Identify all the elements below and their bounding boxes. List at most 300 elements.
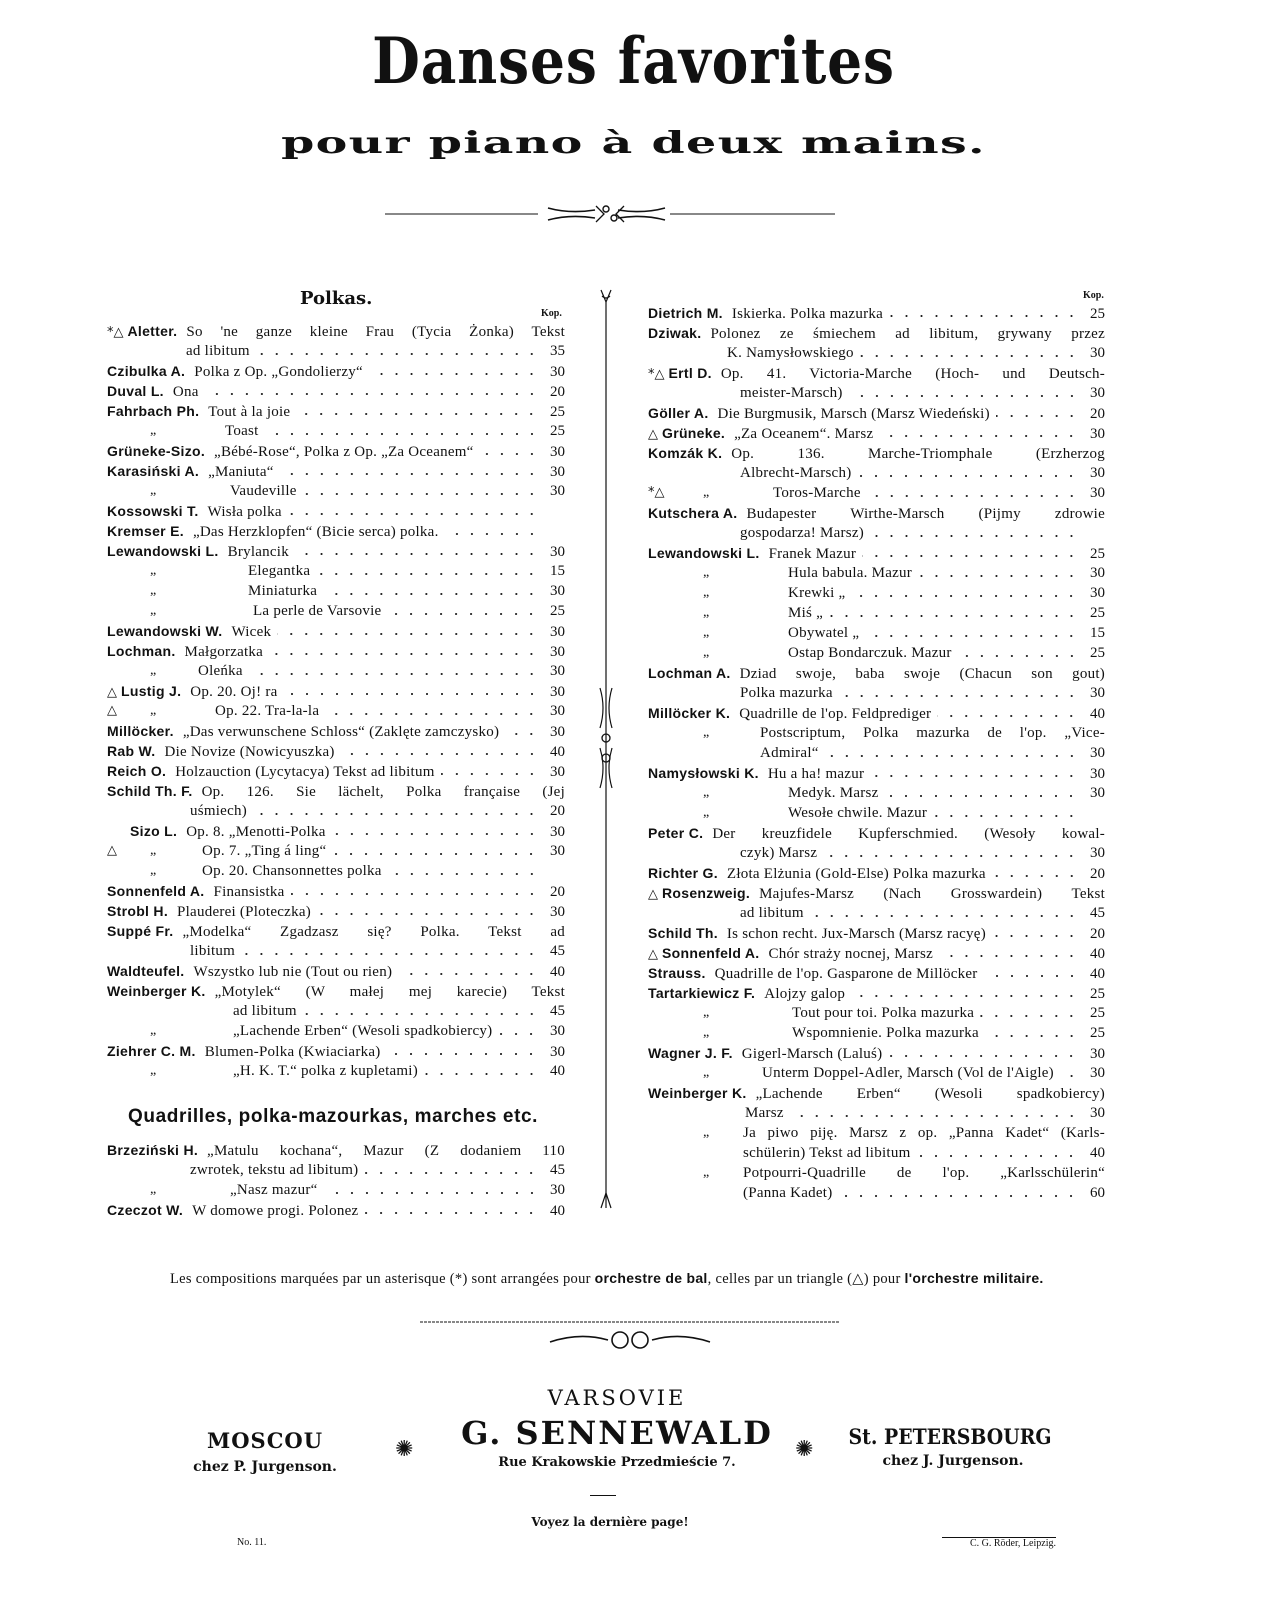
ditto-mark: „ xyxy=(150,583,157,598)
list-item xyxy=(648,963,1105,983)
dot-leader xyxy=(388,872,539,876)
piece-title: „Das verwunschene Schloss“ (Zaklęte zamczysko) xyxy=(182,724,500,740)
ditto-mark: „ xyxy=(150,1063,157,1078)
price: 30 xyxy=(550,843,565,859)
list-item xyxy=(648,883,1105,903)
price: 45 xyxy=(550,943,565,959)
dot-leader xyxy=(879,434,1079,438)
dot-leader xyxy=(825,754,1079,758)
piece-title: Unterm Doppel-Adler, Marsch (Vol de l'Aigle) xyxy=(762,1065,1054,1081)
list-item xyxy=(107,781,565,801)
list-item xyxy=(648,463,1105,483)
list-item xyxy=(107,921,565,941)
list-item xyxy=(648,823,1105,843)
dot-leader xyxy=(424,1072,539,1076)
composer-name: Lochman. xyxy=(107,643,176,659)
dot-leader xyxy=(291,892,539,896)
composer-name: Kremser E. xyxy=(107,523,184,539)
price: 30 xyxy=(1090,685,1105,701)
piece-title: Op. 7. „Ting á ling“ xyxy=(202,843,327,859)
dot-leader xyxy=(295,552,539,556)
list-item xyxy=(107,321,565,341)
dot-leader xyxy=(398,972,539,976)
list-item xyxy=(107,741,565,761)
list-item xyxy=(107,881,565,901)
price: 30 xyxy=(1090,845,1105,861)
ditto-mark: „ xyxy=(703,485,710,500)
price: 25 xyxy=(1090,605,1105,621)
composer-name: Millöcker. xyxy=(107,723,174,739)
piece-title: „Das Herzklopfen“ (Bicie serca) polka. xyxy=(192,524,439,540)
piece-title: „Bébé-Rose“, Polka z Op. „Za Oceanem“ xyxy=(214,444,474,460)
price: 30 xyxy=(1090,1065,1105,1081)
piece-title: Budapester Wirthe-Marsch (Pijmy zdrowie xyxy=(746,506,1105,522)
composer-name: Peter C. xyxy=(648,825,704,841)
dot-leader xyxy=(984,974,1079,978)
dot-leader xyxy=(918,574,1079,578)
composer-name: Dziwak. xyxy=(648,325,702,341)
piece-title: Tout pour toi. Polka mazurka xyxy=(792,1005,975,1021)
ditto-mark: „ xyxy=(150,703,157,718)
ditto-mark: „ xyxy=(703,585,710,600)
dot-leader xyxy=(851,594,1079,598)
dot-leader xyxy=(303,1012,539,1016)
composer-name: Sonnenfeld A. xyxy=(662,945,760,961)
dot-leader xyxy=(269,652,539,656)
list-item xyxy=(107,1160,565,1180)
price: 30 xyxy=(550,663,565,679)
price: 40 xyxy=(550,1063,565,1079)
list-item xyxy=(648,983,1105,1003)
price: 30 xyxy=(1090,565,1105,581)
piece-title: Der kreuzfidele Kupferschmied. (Wesoły kowal- xyxy=(712,826,1105,842)
price: 60 xyxy=(1090,1185,1105,1201)
list-item xyxy=(107,1001,565,1021)
price: 40 xyxy=(1090,966,1105,982)
dot-leader xyxy=(256,352,539,356)
price: 30 xyxy=(550,904,565,920)
orchestration-marker: *△ xyxy=(648,485,665,500)
dot-leader xyxy=(369,372,539,376)
price: 30 xyxy=(1090,785,1105,801)
dot-leader xyxy=(889,314,1079,318)
list-item xyxy=(648,923,1105,943)
orchestration-marker: △ xyxy=(107,685,117,700)
composer-name: Dietrich M. xyxy=(648,305,723,321)
composer-name: Weinberger K. xyxy=(107,983,206,999)
price: 30 xyxy=(550,644,565,660)
piece-title: „H. K. T.“ polka z kupletami) xyxy=(233,1063,418,1079)
ditto-mark: „ xyxy=(703,805,710,820)
piece-title: Potpourri-Quadrille de l'op. „Karlsschülerin“ xyxy=(743,1165,1105,1181)
list-item xyxy=(648,503,1105,523)
dot-leader xyxy=(341,752,539,756)
list-item xyxy=(648,1023,1105,1043)
composer-name: Suppé Fr. xyxy=(107,923,174,939)
dot-leader xyxy=(884,794,1079,798)
dot-leader xyxy=(364,1211,539,1215)
dot-leader xyxy=(480,452,539,456)
list-item xyxy=(107,461,565,481)
list-item xyxy=(648,443,1105,463)
dot-leader xyxy=(317,912,539,916)
column-divider-ornament xyxy=(596,288,616,1218)
dot-leader xyxy=(939,954,1079,958)
polkas-heading: Polkas. xyxy=(300,288,373,309)
list-item xyxy=(107,1021,565,1041)
list-item xyxy=(107,821,565,841)
piece-title: Majufes-Marsz (Nach Grosswardein) Tekst xyxy=(759,886,1105,902)
composer-name: Göller A. xyxy=(648,405,709,421)
composer-name: Sizo L. xyxy=(130,823,178,839)
price: 45 xyxy=(550,1003,565,1019)
list-item xyxy=(648,1123,1105,1143)
composer-name: Schild Th. F. xyxy=(107,783,193,799)
dot-leader xyxy=(332,832,539,836)
piece-title: ad libitum xyxy=(740,905,804,921)
petersburg-city: St. PETERSBOURG xyxy=(848,1424,1052,1449)
dot-leader xyxy=(865,634,1079,638)
dot-leader xyxy=(933,814,1079,818)
piece-title: Op. 20. Oj! ra xyxy=(190,684,278,700)
orchestration-marker: *△ xyxy=(107,325,124,340)
divider xyxy=(590,1495,616,1496)
dot-leader xyxy=(839,694,1079,698)
price: 30 xyxy=(550,544,565,560)
moscow-agent: chez P. Jurgenson. xyxy=(193,1459,337,1475)
list-item xyxy=(648,723,1105,743)
piece-title: Chór straży nocnej, Marsz xyxy=(768,946,934,962)
dot-leader xyxy=(870,534,1079,538)
dot-leader xyxy=(867,494,1079,498)
price: 20 xyxy=(1090,406,1105,422)
price: 30 xyxy=(1090,485,1105,501)
list-item xyxy=(648,423,1105,443)
list-item xyxy=(107,381,565,401)
list-item xyxy=(107,561,565,581)
composer-name: Fahrbach Ph. xyxy=(107,403,200,419)
list-item xyxy=(648,363,1105,383)
price: 30 xyxy=(550,764,565,780)
price: 30 xyxy=(550,1023,565,1039)
list-item xyxy=(648,663,1105,683)
piece-title: W domowe progi. Polonez xyxy=(192,1203,359,1219)
price: 40 xyxy=(550,744,565,760)
composer-name: Namysłowski K. xyxy=(648,765,759,781)
star-ornament-icon: ✺ xyxy=(795,1436,814,1461)
list-item xyxy=(648,1063,1105,1083)
list-item xyxy=(648,403,1105,423)
composer-name: Sonnenfeld A. xyxy=(107,883,205,899)
dot-leader xyxy=(790,1114,1079,1118)
piece-title: Tout à la joie xyxy=(208,404,291,420)
piece-title: libitum xyxy=(190,943,236,959)
ditto-mark: „ xyxy=(703,785,710,800)
ditto-mark: „ xyxy=(703,605,710,620)
dot-leader xyxy=(324,1191,539,1195)
dot-leader xyxy=(937,714,1079,718)
list-item xyxy=(107,441,565,461)
price: 15 xyxy=(550,563,565,579)
list-item xyxy=(107,1200,565,1220)
composer-name: Rab W. xyxy=(107,743,156,759)
dot-leader xyxy=(386,1052,539,1056)
price: 20 xyxy=(1090,926,1105,942)
ditto-mark: „ xyxy=(150,663,157,678)
orchestration-marker: *△ xyxy=(648,367,665,382)
footnote xyxy=(107,1265,1108,1292)
price: 30 xyxy=(1090,1105,1105,1121)
list-item xyxy=(648,643,1105,663)
composer-name: Lewandowski L. xyxy=(648,545,760,561)
piece-title: Blumen-Polka (Kwiaciarka) xyxy=(204,1044,381,1060)
ditto-mark: „ xyxy=(150,483,157,498)
price: 40 xyxy=(550,964,565,980)
piece-title: Hu a ha! mazur xyxy=(767,766,865,782)
piece-title: Elegantka xyxy=(248,563,311,579)
price: 40 xyxy=(1090,946,1105,962)
dot-leader xyxy=(505,732,539,736)
piece-title: Quadrille de l'op. Feldprediger xyxy=(739,706,932,722)
dot-leader xyxy=(284,692,540,696)
list-item xyxy=(648,683,1105,703)
dot-leader xyxy=(253,812,539,816)
piece-title: czyk) Marsz xyxy=(740,845,818,861)
piece-title: gospodarza! Marsz) xyxy=(740,525,865,541)
dot-leader xyxy=(316,572,539,576)
composer-name: Lustig J. xyxy=(121,683,182,699)
list-item xyxy=(107,501,565,521)
star-ornament-icon: ✺ xyxy=(395,1436,414,1461)
list-item xyxy=(648,763,1105,783)
footnote-text-2: , celles par un triangle (△) pour xyxy=(707,1271,905,1287)
piece-title: Medyk. Marsz xyxy=(788,785,879,801)
list-item xyxy=(648,843,1105,863)
dot-leader xyxy=(241,952,539,956)
list-item xyxy=(648,483,1105,503)
list-item xyxy=(648,603,1105,623)
price: 30 xyxy=(1090,1046,1105,1062)
piece-title: Wisła polka xyxy=(207,504,282,520)
price: 30 xyxy=(1090,766,1105,782)
composer-name: Schild Th. xyxy=(648,925,718,941)
price: 45 xyxy=(550,1162,565,1178)
footnote-bold-ball: orchestre de bal xyxy=(594,1270,708,1286)
piece-title: Toast xyxy=(225,423,259,439)
price: 30 xyxy=(550,703,565,719)
moscow-city: MOSCOU xyxy=(206,1428,324,1453)
price: 25 xyxy=(1090,306,1105,322)
price: 20 xyxy=(550,803,565,819)
price: 30 xyxy=(550,684,565,700)
piece-title: (Panna Kadet) xyxy=(743,1185,833,1201)
price: 20 xyxy=(1090,866,1105,882)
list-item xyxy=(648,1183,1105,1203)
dot-leader xyxy=(849,394,1079,398)
ditto-mark: „ xyxy=(703,1125,710,1140)
list-item xyxy=(648,1163,1105,1183)
price: 30 xyxy=(550,824,565,840)
petersburg-agent: chez J. Jurgenson. xyxy=(882,1453,1024,1469)
list-item xyxy=(107,841,565,861)
price: 30 xyxy=(1090,345,1105,361)
price: 25 xyxy=(1090,1025,1105,1041)
list-item xyxy=(648,323,1105,343)
ditto-mark: „ xyxy=(703,1005,710,1020)
price: 30 xyxy=(550,1044,565,1060)
price: 20 xyxy=(550,384,565,400)
list-item xyxy=(648,703,1105,723)
composer-name: Wagner J. F. xyxy=(648,1045,733,1061)
piece-title: Franek Mazur xyxy=(768,546,857,562)
list-item xyxy=(107,1041,565,1061)
price: 30 xyxy=(1090,465,1105,481)
composer-name: Kossowski T. xyxy=(107,503,199,519)
price: 25 xyxy=(550,423,565,439)
list-item xyxy=(107,981,565,1001)
composer-name: Weinberger K. xyxy=(648,1085,747,1101)
list-item xyxy=(648,523,1105,543)
page-subtitle: pour piano à deux mains. xyxy=(281,125,986,161)
printer-credit: C. G. Röder, Leipzig. xyxy=(942,1537,1056,1549)
dot-leader xyxy=(303,492,539,496)
piece-title: Is schon recht. Jux-Marsch (Marsz racyę) xyxy=(726,926,986,942)
piece-title: So 'ne ganze kleine Frau (Tycia Żonka) Tekst xyxy=(186,324,565,340)
price: 30 xyxy=(550,1182,565,1198)
page-title: Danses favorites xyxy=(372,24,895,99)
piece-title: „Modelka“ Zgadzasz się? Polka. Tekst ad xyxy=(182,924,565,940)
dot-leader xyxy=(996,414,1079,418)
composer-name: Millöcker K. xyxy=(648,705,731,721)
piece-title: zwrotek, tekstu ad libitum) xyxy=(190,1162,359,1178)
title-ornament xyxy=(360,200,900,230)
list-item xyxy=(648,343,1105,363)
list-item xyxy=(648,303,1105,323)
ditto-mark: „ xyxy=(150,1182,157,1197)
orchestration-marker: △ xyxy=(648,947,658,962)
piece-title: Miś „ xyxy=(788,605,823,621)
piece-title: La perle de Varsovie xyxy=(253,603,382,619)
price: 30 xyxy=(550,364,565,380)
see-last-page-note: Voyez la dernière page! xyxy=(531,1515,689,1529)
composer-name: Tartarkiewicz F. xyxy=(648,985,756,1001)
piece-title: Op. 136. Marche-Triomphale (Erzherzog xyxy=(731,446,1105,462)
list-item xyxy=(107,681,565,701)
piece-title: Miniaturka xyxy=(248,583,318,599)
piece-title: Gigerl-Marsch (Laluś) xyxy=(741,1046,883,1062)
composer-name: Czibulka A. xyxy=(107,363,186,379)
composer-name: Grüneke-Sizo. xyxy=(107,443,206,459)
price: 25 xyxy=(1090,986,1105,1002)
composer-name: Brzeziński H. xyxy=(107,1142,199,1158)
price: 25 xyxy=(1090,645,1105,661)
ditto-mark: „ xyxy=(703,725,710,740)
dot-leader xyxy=(249,672,539,676)
dot-leader xyxy=(296,412,539,416)
piece-title: Ja piwo piję. Marsz z op. „Panna Kadet“ (Karls- xyxy=(743,1125,1105,1141)
piece-title: Albrecht-Marsch) xyxy=(740,465,852,481)
composer-name: Grüneke. xyxy=(662,425,726,441)
piece-title: „Motylek“ (W małej mej karecie) Tekst xyxy=(214,984,565,1000)
piece-title: Die Novize (Nowicyuszka) xyxy=(164,744,335,760)
composer-name: Komzák K. xyxy=(648,445,723,461)
list-item xyxy=(107,641,565,661)
ditto-mark: „ xyxy=(703,565,710,580)
piece-title: Wesołe chwile. Mazur xyxy=(788,805,928,821)
dot-leader xyxy=(288,512,539,516)
piece-title: ad libitum xyxy=(186,343,250,359)
piece-title: Admiral“ xyxy=(760,745,819,761)
dot-leader xyxy=(985,1034,1079,1038)
publisher-address: Rue Krakowskie Przedmieście 7. xyxy=(498,1455,736,1470)
list-item xyxy=(107,721,565,741)
composer-name: Richter G. xyxy=(648,865,718,881)
piece-title: Brylancik xyxy=(227,544,289,560)
price: 20 xyxy=(550,884,565,900)
list-item xyxy=(107,701,565,721)
piece-title: Op. 126. Sie lächelt, Polka française (Jej xyxy=(201,784,565,800)
publisher-city: VARSOVIE xyxy=(547,1386,687,1410)
piece-title: „Lachende Erben“ (Wesoli spadkobiercy) xyxy=(233,1023,493,1039)
quadrilles-list xyxy=(107,1140,565,1220)
list-item xyxy=(648,943,1105,963)
list-item xyxy=(648,1083,1105,1103)
ditto-mark: „ xyxy=(150,1023,157,1038)
list-item xyxy=(107,421,565,441)
price: 45 xyxy=(1090,905,1105,921)
price: 30 xyxy=(1090,426,1105,442)
piece-title: „Matulu kochana“, Mazur (Z dodaniem 110 xyxy=(207,1143,565,1159)
ditto-mark: „ xyxy=(703,1165,710,1180)
dot-leader xyxy=(860,354,1079,358)
piece-title: Polka z Op. „Gondolierzy“ xyxy=(194,364,363,380)
dot-leader xyxy=(325,712,539,716)
piece-title: Hula babula. Mazur xyxy=(788,565,913,581)
price: 30 xyxy=(1090,385,1105,401)
piece-title: schülerin) Tekst ad libitum xyxy=(743,1145,911,1161)
list-item xyxy=(107,541,565,561)
piece-title: Op. 20. Chansonnettes polka xyxy=(202,863,382,879)
ditto-mark: „ xyxy=(703,1025,710,1040)
list-item xyxy=(107,401,565,421)
piece-title: Vaudeville xyxy=(230,483,297,499)
price: 15 xyxy=(1090,625,1105,641)
piece-title: Ostap Bondarczuk. Mazur xyxy=(788,645,952,661)
dot-leader xyxy=(1060,1074,1079,1078)
piece-title: Marsz xyxy=(745,1105,784,1121)
list-item xyxy=(648,863,1105,883)
orchestration-marker: △ xyxy=(648,887,658,902)
price: 30 xyxy=(1090,585,1105,601)
ditto-mark: „ xyxy=(150,863,157,878)
publisher-name: G. SENNEWALD xyxy=(461,1414,773,1452)
dot-leader xyxy=(280,472,539,476)
dot-leader xyxy=(810,914,1079,918)
dot-leader xyxy=(364,1171,539,1175)
dot-leader xyxy=(851,994,1079,998)
dot-leader xyxy=(992,874,1079,878)
list-item xyxy=(648,623,1105,643)
kop-label-right: Kop. xyxy=(1083,290,1104,301)
ditto-mark: „ xyxy=(150,843,157,858)
list-item xyxy=(107,521,565,541)
piece-title: „Lachende Erben“ (Wesoli spadkobiercy) xyxy=(755,1086,1105,1102)
list-item xyxy=(107,1061,565,1081)
composer-name: Duval L. xyxy=(107,383,164,399)
price: 30 xyxy=(550,444,565,460)
price: 40 xyxy=(550,1203,565,1219)
price: 30 xyxy=(550,624,565,640)
